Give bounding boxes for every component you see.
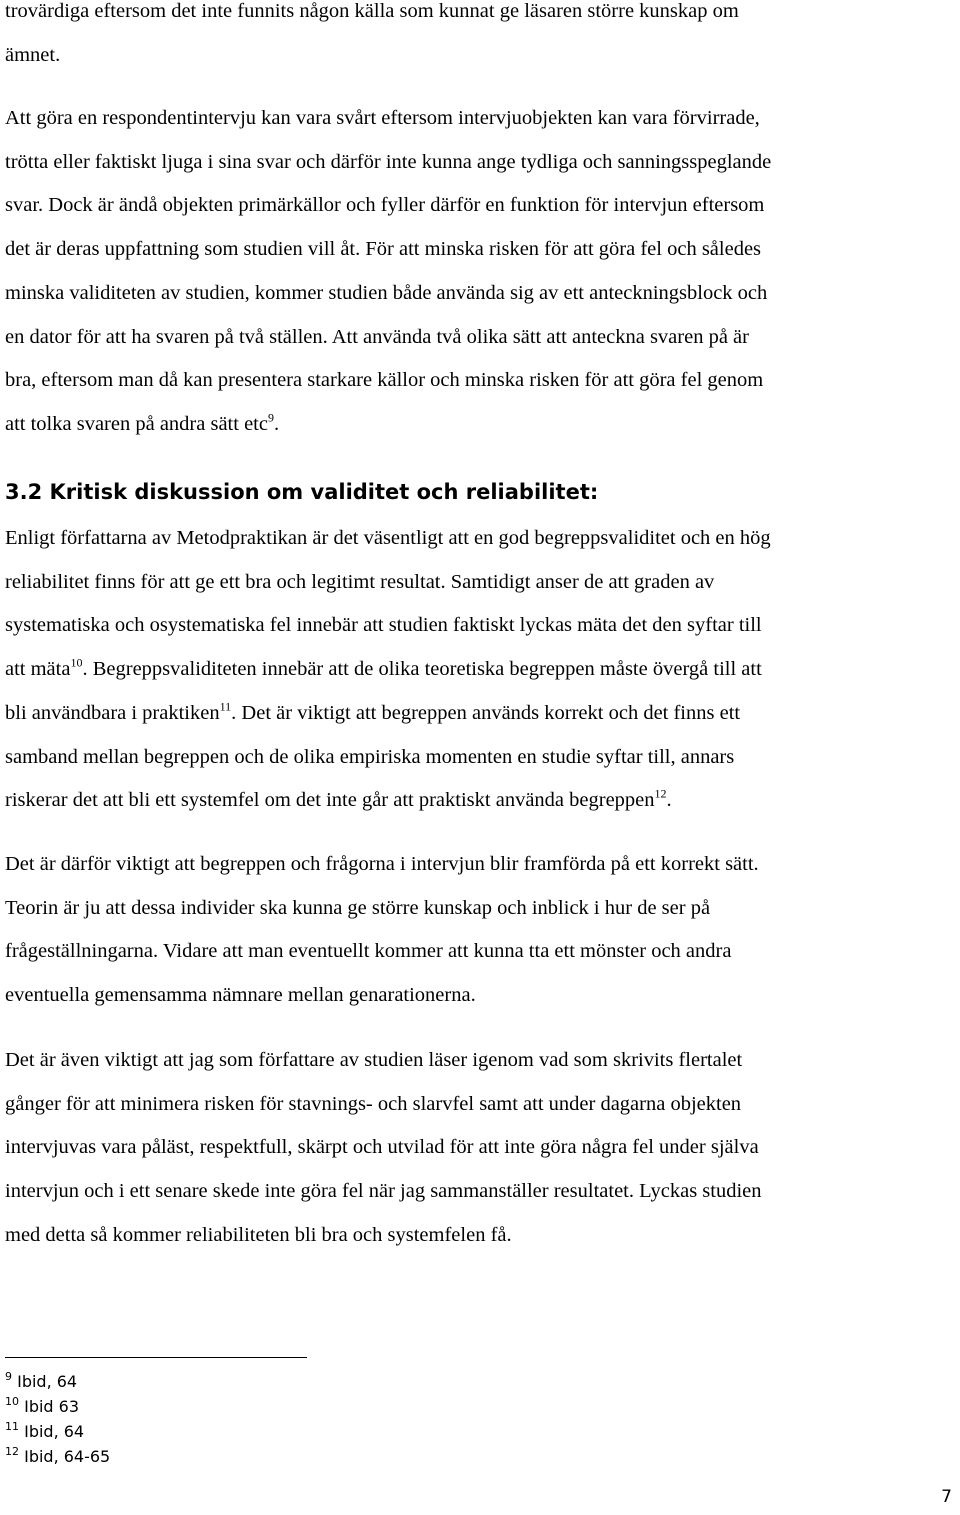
footnote-ref-12[interactable]: 12 bbox=[654, 786, 667, 801]
text-line: eventuella gemensamma nämnare mellan genarationerna. bbox=[5, 984, 476, 1007]
footnote bbox=[5, 1444, 110, 1469]
text-segment: att mäta bbox=[5, 658, 71, 681]
footnote-ref-9[interactable]: 9 bbox=[267, 410, 274, 425]
footnote-number: 10 bbox=[5, 1394, 19, 1408]
footnote bbox=[5, 1419, 110, 1444]
text-line: frågeställningarna. Vidare att man eventuellt kommer att kunna tta ett mönster och andra bbox=[5, 940, 732, 963]
text-line: bra, eftersom man då kan presentera starkare källor och minska risken för att göra fel genom bbox=[5, 369, 764, 392]
paragraph-author-review bbox=[5, 1039, 955, 1258]
footnote-number: 11 bbox=[5, 1419, 19, 1433]
footnote bbox=[5, 1394, 110, 1419]
text-line bbox=[5, 403, 955, 447]
text-line: med detta så kommer reliabiliteten bli bra och systemfelen få. bbox=[5, 1223, 512, 1246]
page-number: 7 bbox=[941, 1487, 952, 1507]
text-line: trovärdiga eftersom det inte funnits någon källa som kunnat ge läsaren större kunskap om bbox=[5, 0, 739, 22]
footnote-ref-11[interactable]: 11 bbox=[219, 699, 232, 714]
text-line bbox=[5, 779, 955, 823]
footnote-text: Ibid, 64 bbox=[17, 1372, 78, 1391]
text-line: reliabilitet finns för att ge ett bra och legitimt resultat. Samtidigt anser de att graden av bbox=[5, 570, 715, 593]
text-line: gånger för att minimera risken för stavnings- och slarvfel samt att under dagarna objekten bbox=[5, 1092, 742, 1115]
text-line: Det är därför viktigt att begreppen och frågorna i intervjun blir framförda på ett korrekt sätt. bbox=[5, 853, 759, 875]
text-segment: . Begreppsvaliditeten innebär att de olika teoretiska begreppen måste övergå till att bbox=[82, 658, 762, 681]
footnote-separator bbox=[5, 1357, 307, 1358]
paragraph-respondent-interview bbox=[5, 97, 955, 447]
footnote-ref-10[interactable]: 10 bbox=[70, 655, 83, 670]
text-segment: . Det är viktigt att begreppen används korrekt och det finns ett bbox=[231, 701, 741, 724]
text-line: samband mellan begreppen och de olika empiriska momenten en studie syftar till, annars bbox=[5, 745, 735, 768]
text-line: intervjun och i ett senare skede inte göra fel när jag sammanställer resultatet. Lyckas studien bbox=[5, 1180, 762, 1203]
paragraph-validity-reliability bbox=[5, 517, 955, 823]
text-line: minska validiteten av studien, kommer studien både använda sig av ett anteckningsblock och bbox=[5, 281, 768, 304]
text-line: trötta eller faktiskt ljuga i sina svar och därför inte kunna ange tydliga och sanningsspeglande bbox=[5, 150, 772, 173]
footnote-number: 12 bbox=[5, 1444, 19, 1458]
text-line: Enligt författarna av Metodpraktikan är det väsentligt att en god begreppsvaliditet och en hög bbox=[5, 527, 771, 549]
text-line: en dator för att ha svaren på två ställen. Att använda två olika sätt att anteckna svaren på är bbox=[5, 325, 749, 348]
footnote-text: Ibid, 64-65 bbox=[24, 1447, 111, 1466]
text-segment: . bbox=[666, 789, 672, 812]
footnote-text: Ibid 63 bbox=[24, 1397, 80, 1416]
text-line bbox=[5, 692, 955, 736]
text-segment: . bbox=[273, 412, 280, 435]
text-line: Att göra en respondentintervju kan vara svårt eftersom intervjuobjekten kan vara förvirrade, bbox=[5, 107, 760, 129]
footnote-number: 9 bbox=[5, 1369, 12, 1383]
text-line: svar. Dock är ändå objekten primärkällor och fyller därför en funktion för intervjun eftersom bbox=[5, 194, 765, 217]
text-line: Det är även viktigt att jag som författare av studien läser igenom vad som skrivits flertalet bbox=[5, 1049, 743, 1071]
text-line: Teorin är ju att dessa individer ska kunna ge större kunskap och inblick i hur de ser på bbox=[5, 896, 711, 919]
footnote bbox=[5, 1369, 110, 1394]
text-line bbox=[5, 648, 955, 692]
text-line: det är deras uppfattning som studien vill åt. För att minska risken för att göra fel och således bbox=[5, 238, 762, 261]
text-segment: att tolka svaren på andra sätt etc bbox=[5, 412, 268, 435]
text-segment: bli användbara i praktiken bbox=[5, 701, 220, 724]
paragraph-continuation bbox=[5, 0, 955, 77]
text-line: intervjuvas vara påläst, respektfull, skärpt och utvilad för att inte göra några fel under själva bbox=[5, 1136, 759, 1159]
text-line: systematiska och osystematiska fel innebär att studien faktiskt lyckas mäta det den syftar till bbox=[5, 614, 762, 637]
section-heading: 3.2 Kritisk diskussion om validitet och reliabilitet: bbox=[5, 480, 599, 504]
footnote-text: Ibid, 64 bbox=[24, 1422, 85, 1441]
text-line: ämnet. bbox=[5, 43, 61, 66]
footnotes bbox=[5, 1369, 110, 1469]
text-segment: riskerar det att bli ett systemfel om det inte går att praktiskt använda begreppen bbox=[5, 789, 655, 812]
paragraph-questions bbox=[5, 843, 955, 1018]
